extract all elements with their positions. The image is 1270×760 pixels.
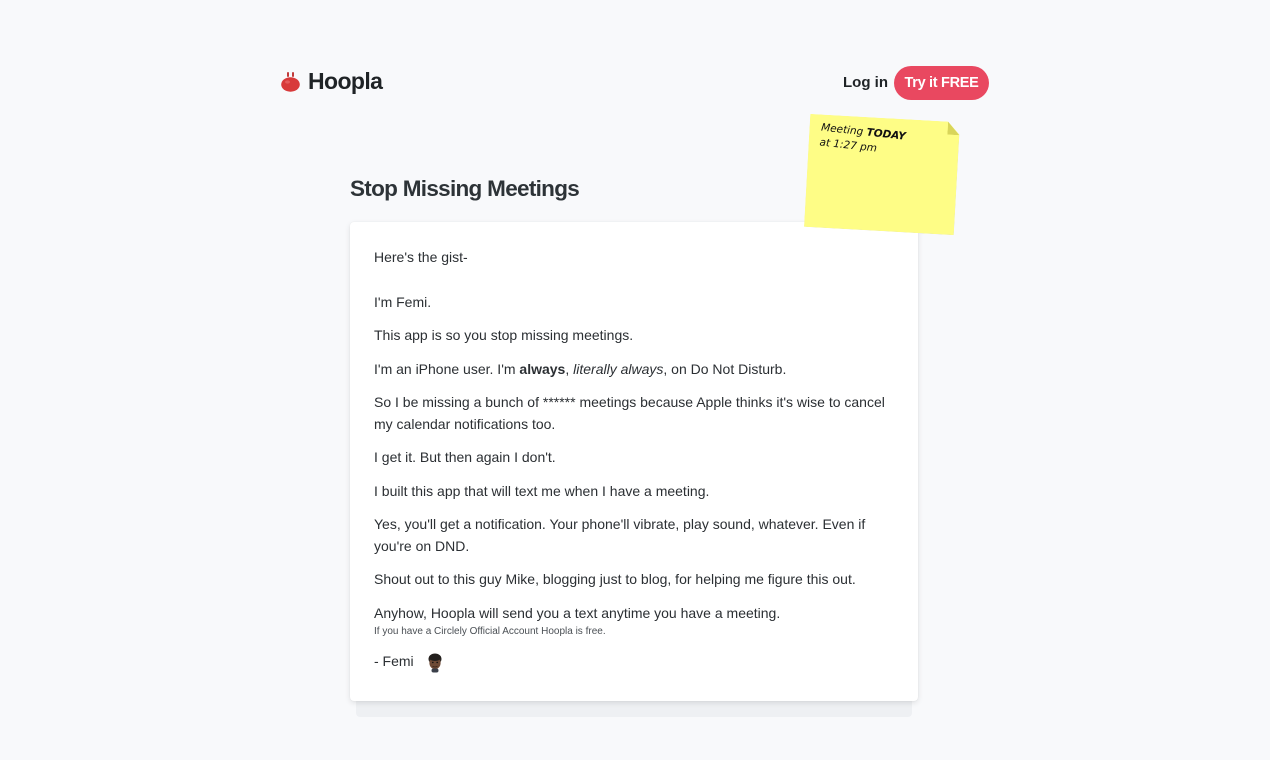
try-free-button[interactable]: Try it FREE [894, 66, 989, 100]
dnd-text-2: , [565, 360, 574, 377]
card-underlay [356, 701, 912, 717]
page-title: Stop Missing Meetings [350, 176, 580, 201]
signoff-text: - Femi [374, 653, 414, 670]
login-link[interactable]: Log in [843, 74, 888, 91]
brand-name: Hoopla [308, 68, 383, 94]
letter-signoff [374, 651, 894, 673]
letter-ambivalence: I get it. But then again I don't. [374, 449, 556, 465]
letter-greeting: Here's the gist- [374, 249, 468, 265]
letter-card [350, 222, 918, 701]
letter-intro: I'm Femi. [374, 293, 432, 310]
letter-summary: Anyhow, Hoopla will send you a text anytime you have a meeting. [374, 604, 781, 621]
letter-dnd [374, 359, 894, 381]
sticky-today-word: TODAY [865, 126, 907, 143]
letter-shoutout: Shout out to this guy Mike, blogging just to blog, for helping me figure this out. [374, 571, 856, 587]
letter-fineprint: If you have a Circlely Official Account Hoopla is free. [374, 626, 606, 637]
letter-purpose: This app is so you stop missing meetings. [374, 327, 634, 343]
letter-notification: Yes, you'll get a notification. Your phone'll vibrate, play sound, whatever. Even if you're on DND. [374, 516, 866, 554]
femi-avatar-icon [424, 651, 446, 673]
dnd-italic: literally always [573, 360, 664, 377]
letter-built: I built this app that will text me when I have a meeting. [374, 482, 710, 499]
sticky-line-2: at 1:27 pm [818, 136, 878, 155]
letter-complaint: So I be missing a bunch of ****** meetings because Apple thinks it's wise to cancel my calendar notifications too. [374, 394, 885, 432]
sticky-fold-corner [947, 122, 960, 136]
dnd-bold: always [519, 360, 566, 377]
dnd-text-1: I'm an iPhone user. I'm [374, 360, 520, 377]
sticky-note [804, 114, 960, 235]
hoopla-logo-icon [281, 72, 300, 92]
dnd-text-3: , on Do Not Disturb. [663, 360, 787, 377]
hoopla-logo-link[interactable] [281, 68, 382, 95]
sticky-meeting-word: Meeting [820, 121, 868, 139]
